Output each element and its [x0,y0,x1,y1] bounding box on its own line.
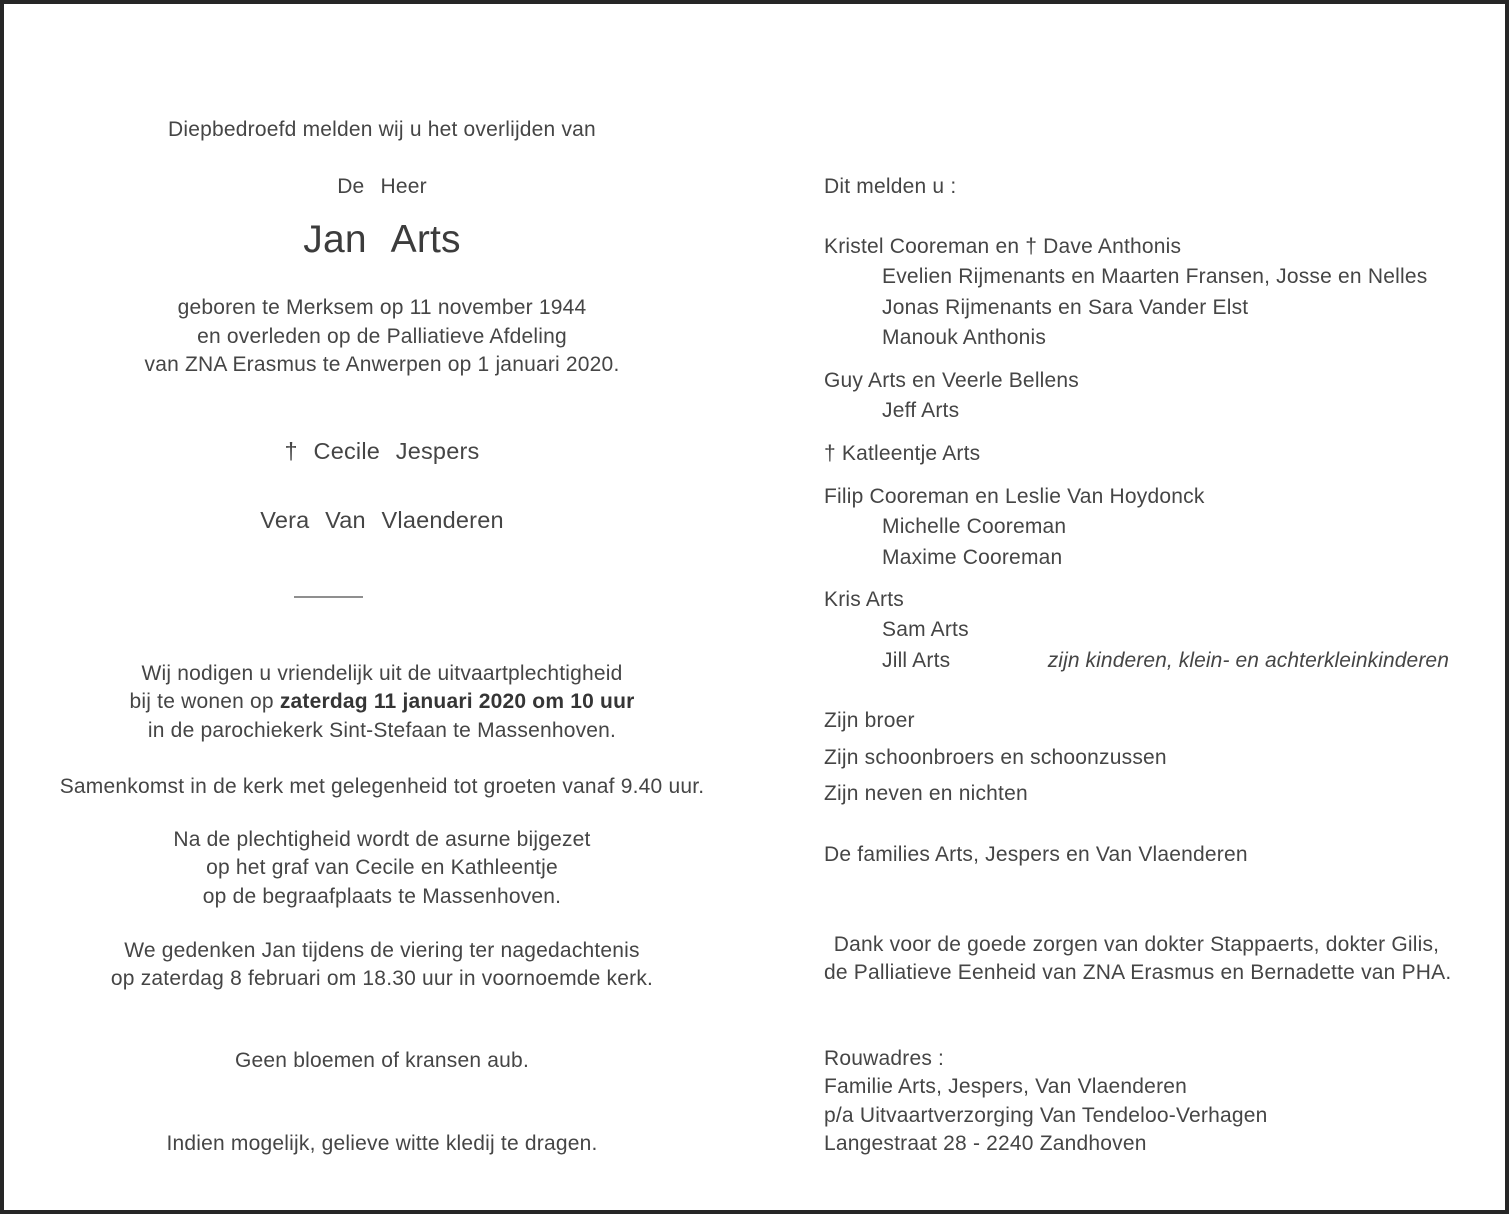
relatives-line: Zijn neven en nichten [824,782,1028,806]
family-group-head: Filip Cooreman en Leslie Van Hoydonck [824,485,1205,508]
gathering-line: Samenkomst in de kerk met gelegenheid tot groeten vanaf 9.40 uur. [59,775,705,798]
urn-line-3: op de begraafplaats te Massenhoven. [202,884,562,908]
mourning-address-line: Langestraat 28 - 2240 Zandhoven [824,1131,1147,1155]
family-group-5 [824,585,1449,676]
mourning-address-block [824,1045,1464,1158]
partner-name: Vera Van Vlaenderen [260,507,504,533]
family-group-child: Evelien Rijmenants en Maarten Fransen, Josse en Nelles [882,265,1428,289]
funeral-datetime: zaterdag 11 januari 2020 om 10 uur [279,690,635,714]
invitation-line-3: in de parochiekerk Sint-Stefaan te Massenhoven. [147,718,617,742]
family-group-head: Kris Arts [824,588,904,611]
family-group-child: Sam Arts [882,618,969,642]
mourning-address-line: Familie Arts, Jespers, Van Vlaenderen [824,1075,1188,1099]
relatives-line: Zijn broer [824,709,915,732]
memorial-line-1: We gedenken Jan tijdens de viering ter nagedachtenis [124,939,640,962]
relatives-line: Zijn schoonbroers en schoonzussen [824,745,1167,769]
family-group-3 [824,442,1464,466]
birth-death-paragraph [44,294,720,380]
relatives-list [824,703,1464,813]
spouse-deceased-name: † Cecile Jespers [284,438,480,464]
family-group-1 [824,232,1464,353]
mourning-address-line: p/a Uitvaartverzorging Van Tendeloo-Verhagen [824,1103,1268,1127]
memorial-paragraph [44,937,720,993]
section-divider [294,596,363,598]
family-group-child-row [824,646,1449,676]
intro-line: Diepbedroefd melden wij u het overlijden van [168,118,596,141]
birth-line: geboren te Merksem op 11 november 1944 [177,296,587,319]
thanks-paragraph [824,931,1452,987]
families-line: De families Arts, Jespers en Van Vlaenderen [824,843,1248,866]
family-group-child: Manouk Anthonis [882,325,1047,349]
urn-line-1: Na de plechtigheid wordt de asurne bijgezet [173,828,591,851]
family-group-child: Jonas Rijmenants en Sara Vander Elst [882,295,1249,319]
family-group-head: Guy Arts en Veerle Bellens [824,369,1080,392]
invitation-line-2-prefix: bij te wonen op [129,690,280,714]
family-group-2 [824,366,1464,427]
dress-code-line: Indien mogelijk, gelieve witte kledij te dragen. [166,1132,598,1155]
urn-line-2: op het graf van Cecile en Kathleentje [206,856,558,880]
invitation-paragraph [44,660,720,745]
death-line-1: en overleden op de Palliatieve Afdeling [197,324,567,348]
children-caption: zijn kinderen, klein- en achterkleinkinderen [1047,648,1449,672]
no-flowers-line: Geen bloemen of kransen aub. [235,1049,529,1072]
thanks-line-2: de Palliatieve Eenheid van ZNA Erasmus en Bernadette van PHA. [824,961,1452,984]
mourning-address-label: Rouwadres : [824,1047,945,1070]
family-group-child: Jill Arts [882,648,951,672]
family-group-head: Kristel Cooreman en † Dave Anthonis [824,235,1182,258]
thanks-line-1: Dank voor de goede zorgen van dokter Stappaerts, dokter Gilis, [833,933,1440,956]
announcement-heading: Dit melden u : [824,175,957,198]
family-group-child: Jeff Arts [882,399,960,423]
family-group-head: † Katleentje Arts [824,442,981,465]
invitation-line-1: Wij nodigen u vriendelijk uit de uitvaartplechtigheid [141,662,623,685]
family-group-child: Maxime Cooreman [882,545,1063,569]
deceased-name: Jan Arts [303,218,461,261]
invitation-line-2 [44,688,720,716]
urn-paragraph [44,826,720,911]
memorial-line-2: op zaterdag 8 februari om 18.30 uur in voornoemde kerk. [110,967,654,990]
salutation: De Heer [337,175,427,198]
family-group-child: Michelle Cooreman [882,515,1067,539]
death-line-2: van ZNA Erasmus te Anwerpen op 1 januari 2020. [144,353,620,377]
family-group-4 [824,482,1464,573]
